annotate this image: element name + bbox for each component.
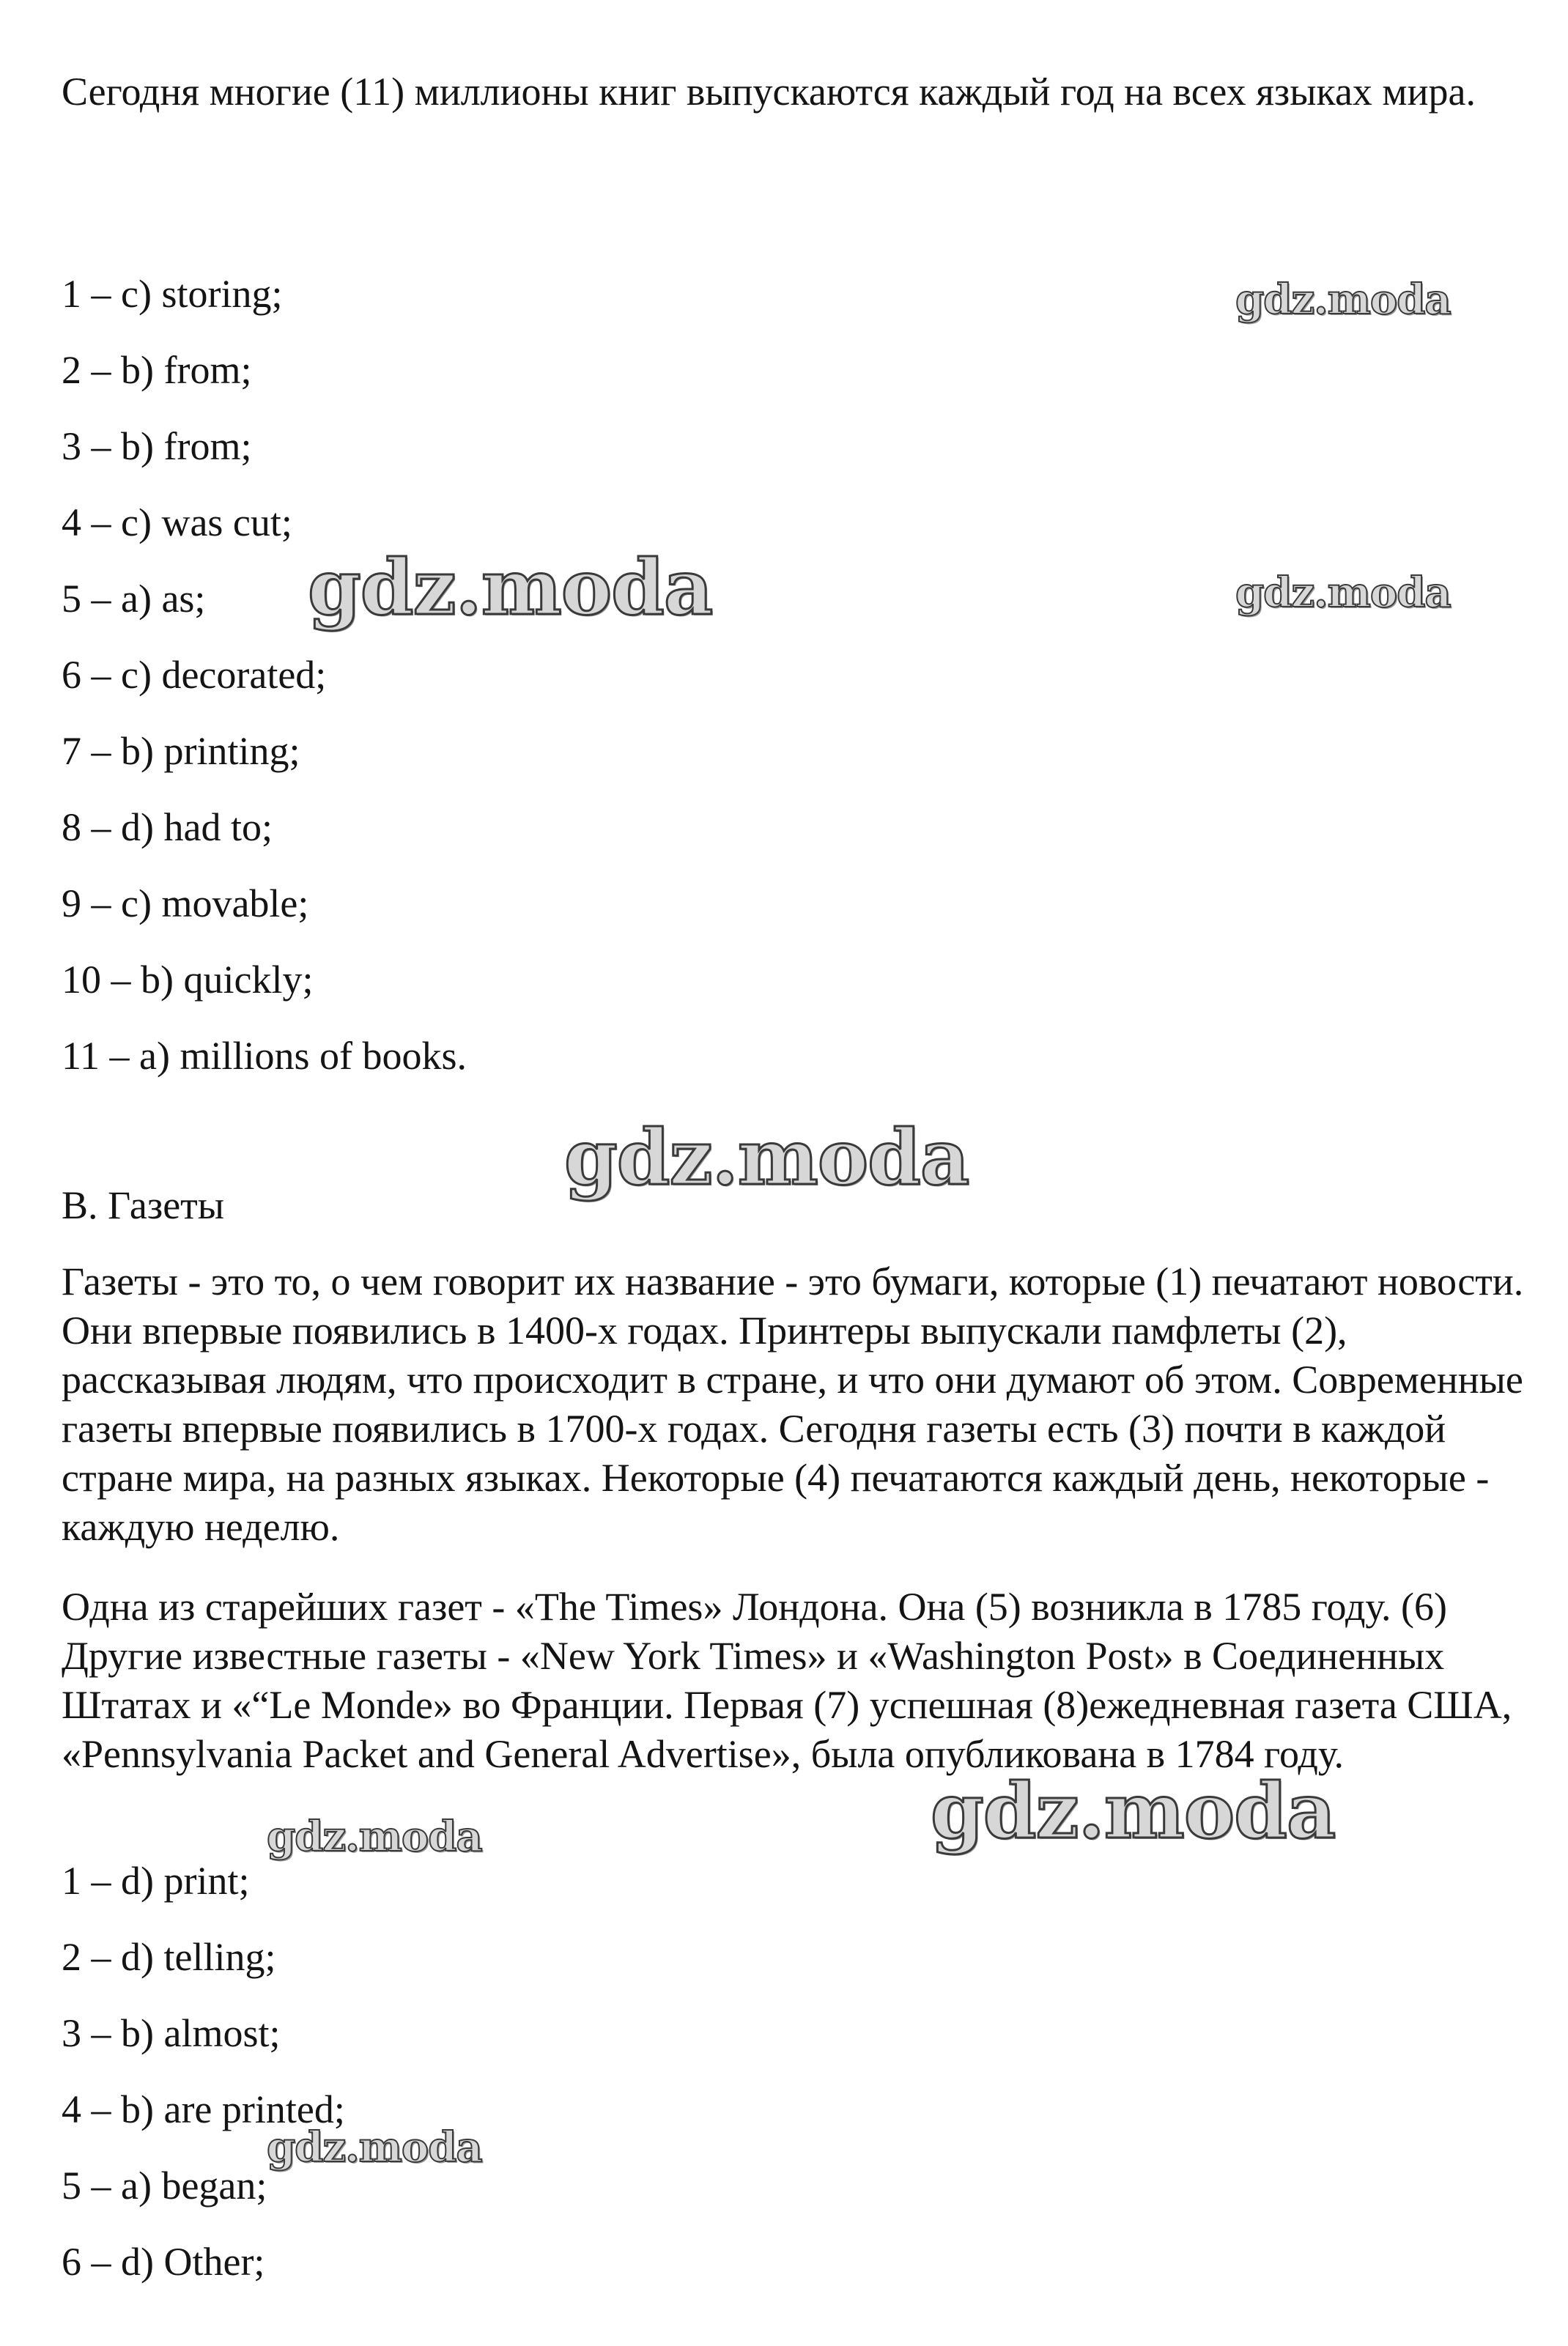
answer-b-3: 3 – b) almost; [62, 2011, 281, 2055]
answer-a-9: 9 – c) movable; [62, 881, 309, 925]
watermark-logo: gdz.moda [931, 1766, 1336, 1856]
answer-a-3: 3 – b) from; [62, 424, 252, 468]
section-b-paragraph-1: Газеты - это то, о чем говорит их название - это бумаги, которые (1) печатают новости. Они впервые появились в 1400-х годах. Принтеры выпускали памфлеты (2), рассказывая людям, что происходит в стране, и что они думают об этом. Современные газеты впервые появились в 1700-х годах. Сегодня газеты есть (3) почти в каждой стране мира, на разных языках. Некоторые (4) печатаются каждый день, некоторые - каждую неделю. [62, 1259, 1524, 1549]
section-b-paragraph-2: Одна из старейших газет - «The Times» Лондона. Она (5) возникла в 1785 году. (6) Другие известные газеты - «New York Times» и «Washington Post» в Соединенных Штатах и «“Le Monde» во Франции. Первая (7) успешная (8)ежедневная газета США, «Pennsylvania Packet and General Advertise», была опубликована в 1784 году. [62, 1585, 1512, 1776]
watermark-logo: gdz.moda [1235, 275, 1451, 324]
watermark-logo: gdz.moda [1235, 569, 1451, 617]
answer-a-11: 11 – a) millions of books. [62, 1034, 467, 1078]
watermark-logo: gdz.moda [308, 542, 713, 632]
answer-a-4: 4 – c) was cut; [62, 500, 292, 544]
answer-b-1: 1 – d) print; [62, 1859, 250, 1903]
answer-b-5: 5 – a) began; [62, 2164, 267, 2208]
section-a-intro: Сегодня многие (11) миллионы книг выпускаются каждый год на всех языках мира. [62, 70, 1476, 114]
watermark-logo: gdz.moda [564, 1112, 969, 1202]
answer-a-10: 10 – b) quickly; [62, 958, 314, 1002]
section-b-heading: B. Газеты [62, 1183, 225, 1227]
watermark-logo: gdz.moda [267, 2123, 482, 2172]
answer-a-2: 2 – b) from; [62, 348, 252, 392]
answer-a-6: 6 – c) decorated; [62, 653, 327, 697]
answer-b-2: 2 – d) telling; [62, 1935, 276, 1979]
answer-b-4: 4 – b) are printed; [62, 2087, 345, 2131]
answer-a-8: 8 – d) had to; [62, 805, 273, 849]
answer-a-5: 5 – a) as; [62, 577, 206, 621]
answer-b-6: 6 – d) Other; [62, 2240, 265, 2284]
answer-a-7: 7 – b) printing; [62, 729, 300, 773]
watermark-logo: gdz.moda [267, 1813, 482, 1861]
answer-a-1: 1 – c) storing; [62, 272, 283, 316]
